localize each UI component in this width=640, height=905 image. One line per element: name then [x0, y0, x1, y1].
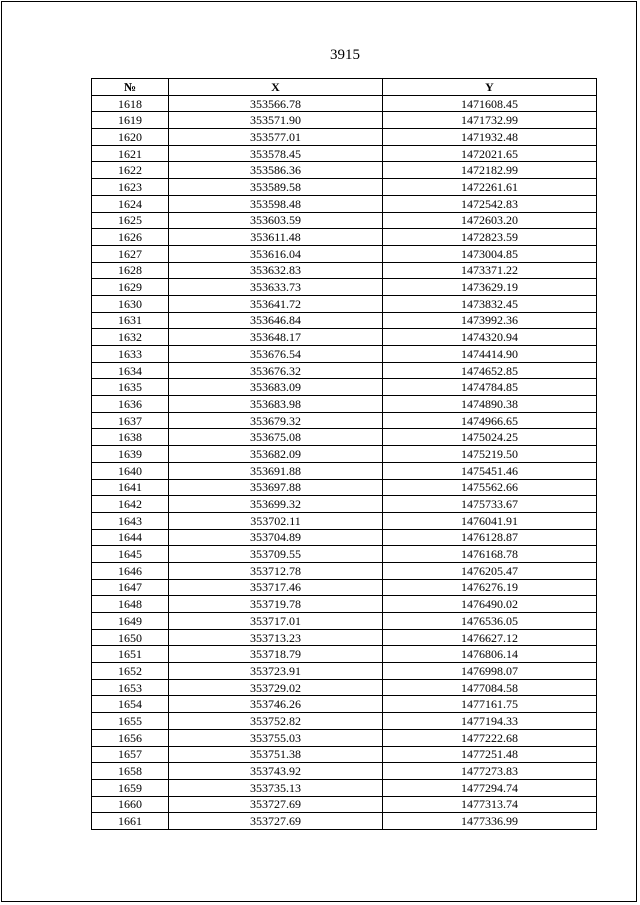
table-row — [92, 562, 597, 579]
cell-number: 1621 — [92, 145, 169, 162]
cell-y: 1472021.65 — [383, 145, 597, 162]
table-row — [92, 462, 597, 479]
cell-y: 1475733.67 — [383, 496, 597, 513]
table-row — [92, 446, 597, 463]
cell-number: 1657 — [92, 746, 169, 763]
cell-y: 1477273.83 — [383, 763, 597, 780]
cell-y: 1472542.83 — [383, 195, 597, 212]
table-row — [92, 646, 597, 663]
cell-x: 353746.26 — [169, 696, 383, 713]
table-row — [92, 412, 597, 429]
cell-y: 1477084.58 — [383, 679, 597, 696]
cell-number: 1653 — [92, 679, 169, 696]
cell-x: 353578.45 — [169, 145, 383, 162]
cell-y: 1472603.20 — [383, 212, 597, 229]
cell-number: 1649 — [92, 613, 169, 630]
cell-y: 1477294.74 — [383, 779, 597, 796]
cell-y: 1474652.85 — [383, 362, 597, 379]
table-row — [92, 262, 597, 279]
table-row — [92, 512, 597, 529]
cell-x: 353646.84 — [169, 312, 383, 329]
cell-number: 1659 — [92, 779, 169, 796]
cell-x: 353729.02 — [169, 679, 383, 696]
header-number: № — [92, 79, 169, 96]
cell-y: 1477161.75 — [383, 696, 597, 713]
header-x: X — [169, 79, 383, 96]
cell-number: 1647 — [92, 579, 169, 596]
cell-y: 1475451.46 — [383, 462, 597, 479]
table-row — [92, 312, 597, 329]
cell-x: 353709.55 — [169, 546, 383, 563]
cell-y: 1474784.85 — [383, 379, 597, 396]
table-row — [92, 746, 597, 763]
table-header-row — [92, 79, 597, 96]
cell-x: 353718.79 — [169, 646, 383, 663]
table-row — [92, 229, 597, 246]
cell-x: 353683.98 — [169, 396, 383, 413]
cell-x: 353679.32 — [169, 412, 383, 429]
cell-x: 353727.69 — [169, 813, 383, 830]
cell-y: 1475024.25 — [383, 429, 597, 446]
table-row — [92, 329, 597, 346]
cell-y: 1476998.07 — [383, 663, 597, 680]
cell-x: 353717.46 — [169, 579, 383, 596]
cell-number: 1661 — [92, 813, 169, 830]
cell-y: 1472182.99 — [383, 162, 597, 179]
cell-y: 1477251.48 — [383, 746, 597, 763]
cell-x: 353712.78 — [169, 562, 383, 579]
cell-number: 1631 — [92, 312, 169, 329]
cell-x: 353755.03 — [169, 729, 383, 746]
cell-x: 353727.69 — [169, 796, 383, 813]
cell-x: 353699.32 — [169, 496, 383, 513]
cell-y: 1474414.90 — [383, 346, 597, 363]
cell-x: 353682.09 — [169, 446, 383, 463]
cell-number: 1633 — [92, 346, 169, 363]
cell-number: 1629 — [92, 279, 169, 296]
table-row — [92, 813, 597, 830]
cell-y: 1477313.74 — [383, 796, 597, 813]
table-row — [92, 529, 597, 546]
cell-x: 353751.38 — [169, 746, 383, 763]
cell-y: 1472261.61 — [383, 179, 597, 196]
cell-number: 1656 — [92, 729, 169, 746]
table-row — [92, 546, 597, 563]
table-row — [92, 379, 597, 396]
cell-x: 353676.54 — [169, 346, 383, 363]
cell-number: 1618 — [92, 95, 169, 112]
table-row — [92, 729, 597, 746]
table-row — [92, 613, 597, 630]
table-body — [92, 95, 597, 829]
cell-y: 1476490.02 — [383, 596, 597, 613]
table-row — [92, 663, 597, 680]
table-row — [92, 362, 597, 379]
cell-number: 1626 — [92, 229, 169, 246]
cell-number: 1651 — [92, 646, 169, 663]
cell-number: 1619 — [92, 112, 169, 129]
cell-y: 1473629.19 — [383, 279, 597, 296]
table-row — [92, 95, 597, 112]
cell-number: 1650 — [92, 629, 169, 646]
table-row — [92, 245, 597, 262]
table-row — [92, 162, 597, 179]
cell-number: 1639 — [92, 446, 169, 463]
cell-x: 353691.88 — [169, 462, 383, 479]
cell-x: 353566.78 — [169, 95, 383, 112]
table-row — [92, 212, 597, 229]
cell-x: 353704.89 — [169, 529, 383, 546]
table-row — [92, 129, 597, 146]
cell-y: 1474966.65 — [383, 412, 597, 429]
cell-x: 353683.09 — [169, 379, 383, 396]
cell-number: 1636 — [92, 396, 169, 413]
cell-x: 353676.32 — [169, 362, 383, 379]
cell-x: 353723.91 — [169, 663, 383, 680]
cell-y: 1476041.91 — [383, 512, 597, 529]
cell-x: 353713.23 — [169, 629, 383, 646]
cell-y: 1474320.94 — [383, 329, 597, 346]
cell-x: 353675.08 — [169, 429, 383, 446]
cell-number: 1644 — [92, 529, 169, 546]
cell-y: 1471732.99 — [383, 112, 597, 129]
cell-y: 1475219.50 — [383, 446, 597, 463]
cell-x: 353752.82 — [169, 713, 383, 730]
cell-y: 1476536.05 — [383, 613, 597, 630]
cell-number: 1635 — [92, 379, 169, 396]
header-y: Y — [383, 79, 597, 96]
cell-y: 1472823.59 — [383, 229, 597, 246]
cell-y: 1476806.14 — [383, 646, 597, 663]
cell-y: 1476276.19 — [383, 579, 597, 596]
table-row — [92, 696, 597, 713]
cell-number: 1638 — [92, 429, 169, 446]
cell-x: 353735.13 — [169, 779, 383, 796]
page-number: 3915 — [330, 47, 360, 63]
cell-number: 1620 — [92, 129, 169, 146]
cell-number: 1643 — [92, 512, 169, 529]
table-row — [92, 779, 597, 796]
table-row — [92, 295, 597, 312]
cell-x: 353598.48 — [169, 195, 383, 212]
cell-y: 1471932.48 — [383, 129, 597, 146]
cell-number: 1623 — [92, 179, 169, 196]
table-row — [92, 496, 597, 513]
cell-number: 1642 — [92, 496, 169, 513]
cell-x: 353719.78 — [169, 596, 383, 613]
cell-number: 1654 — [92, 696, 169, 713]
table-row — [92, 145, 597, 162]
table-row — [92, 112, 597, 129]
table-row — [92, 679, 597, 696]
cell-number: 1628 — [92, 262, 169, 279]
table-row — [92, 396, 597, 413]
cell-x: 353611.48 — [169, 229, 383, 246]
cell-x: 353648.17 — [169, 329, 383, 346]
cell-x: 353586.36 — [169, 162, 383, 179]
cell-y: 1476205.47 — [383, 562, 597, 579]
cell-x: 353577.01 — [169, 129, 383, 146]
cell-number: 1658 — [92, 763, 169, 780]
cell-x: 353702.11 — [169, 512, 383, 529]
cell-number: 1645 — [92, 546, 169, 563]
cell-number: 1652 — [92, 663, 169, 680]
cell-number: 1646 — [92, 562, 169, 579]
table-row — [92, 596, 597, 613]
table-row — [92, 179, 597, 196]
table-row — [92, 279, 597, 296]
table-row — [92, 763, 597, 780]
cell-x: 353743.92 — [169, 763, 383, 780]
table-row — [92, 195, 597, 212]
cell-number: 1655 — [92, 713, 169, 730]
cell-number: 1640 — [92, 462, 169, 479]
cell-x: 353697.88 — [169, 479, 383, 496]
table-row — [92, 346, 597, 363]
cell-x: 353616.04 — [169, 245, 383, 262]
table-row — [92, 713, 597, 730]
cell-y: 1473004.85 — [383, 245, 597, 262]
cell-x: 353632.83 — [169, 262, 383, 279]
cell-x: 353589.58 — [169, 179, 383, 196]
cell-number: 1648 — [92, 596, 169, 613]
cell-number: 1627 — [92, 245, 169, 262]
cell-number: 1624 — [92, 195, 169, 212]
cell-number: 1634 — [92, 362, 169, 379]
table-row — [92, 579, 597, 596]
table-row — [92, 796, 597, 813]
cell-x: 353633.73 — [169, 279, 383, 296]
cell-x: 353603.59 — [169, 212, 383, 229]
cell-y: 1471608.45 — [383, 95, 597, 112]
table-row — [92, 629, 597, 646]
cell-number: 1632 — [92, 329, 169, 346]
cell-y: 1477336.99 — [383, 813, 597, 830]
cell-y: 1476627.12 — [383, 629, 597, 646]
cell-y: 1473832.45 — [383, 295, 597, 312]
cell-x: 353641.72 — [169, 295, 383, 312]
cell-number: 1622 — [92, 162, 169, 179]
cell-y: 1474890.38 — [383, 396, 597, 413]
cell-y: 1476168.78 — [383, 546, 597, 563]
cell-number: 1660 — [92, 796, 169, 813]
table-row — [92, 479, 597, 496]
cell-y: 1476128.87 — [383, 529, 597, 546]
cell-number: 1641 — [92, 479, 169, 496]
table-row — [92, 429, 597, 446]
cell-y: 1477194.33 — [383, 713, 597, 730]
cell-number: 1625 — [92, 212, 169, 229]
cell-x: 353717.01 — [169, 613, 383, 630]
cell-y: 1473371.22 — [383, 262, 597, 279]
cell-x: 353571.90 — [169, 112, 383, 129]
coordinates-table — [91, 78, 597, 830]
cell-y: 1477222.68 — [383, 729, 597, 746]
cell-y: 1473992.36 — [383, 312, 597, 329]
cell-number: 1630 — [92, 295, 169, 312]
cell-number: 1637 — [92, 412, 169, 429]
cell-y: 1475562.66 — [383, 479, 597, 496]
